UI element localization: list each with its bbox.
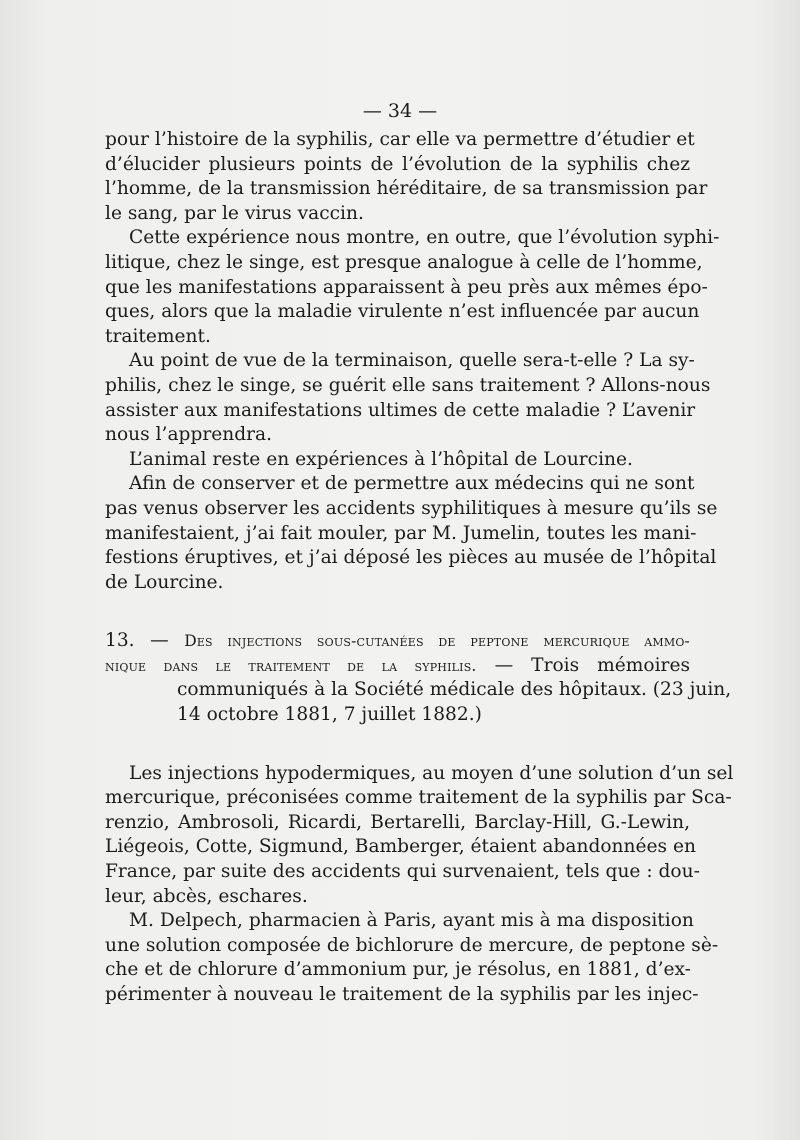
body-text [105,128,734,1008]
text-line: France, par suite des accidents qui survenaient, tels que : dou- [105,861,700,883]
text-line: périmenter à nouveau le traitement de la syphilis par les injec- [105,984,699,1005]
text-line: le sang, par le virus vaccin. [105,202,364,224]
text-line: ques, alors que la maladie virulente n’est influencée par aucun [105,301,700,323]
section-title-cont: nique dans le traitement de la syphilis. [105,656,477,675]
text-line: renzio, Ambrosoli, Ricardi, Bertarelli, Barclay-Hill, G.-Lewin, [105,811,690,833]
text-line: nous l’apprendra. [105,424,272,446]
section-heading-line [105,654,690,679]
text-line: Cette expérience nous montre, en outre, que l’évolution syphi- [129,227,720,249]
paragraph [105,349,711,447]
paragraph [105,448,690,473]
text-line: Les injections hypodermiques, au moyen d’une solution d’un sel [129,762,734,784]
text-line: manifestaient, j’ai fait mouler, par M. Jumelin, toutes les mani- [105,522,697,544]
paragraph [105,762,734,910]
text-line: che et de chlorure d’ammonium pur, je résolus, en 1881, d’ex- [105,959,691,981]
section-heading-line [105,629,690,654]
text-line: M. Delpech, pharmacien à Paris, ayant mis à ma disposition [129,910,694,932]
text-line: l’homme, de la transmission héréditaire, de sa transmission par [105,178,708,200]
text-line: leur, abcès, eschares. [105,885,308,907]
text-line: pas venus observer les accidents syphilitiques à mesure qu’ils se [105,497,718,519]
text-line: Liégeois, Cotte, Sigmund, Bamberger, étaient abandonnées en [105,836,696,858]
text-line: assister aux manifestations ultimes de cette maladie ? L’avenir [105,399,696,421]
text-line: festions éruptives, et j’ai déposé les pièces au musée de l’hôpital [105,547,717,569]
section-number: 13. — [105,630,169,652]
text-line: de Lourcine. [105,571,224,593]
paragraph [105,472,718,595]
text-line: litique, chez le singe, est presque analogue à celle de l’homme, [105,251,703,273]
text-line: 14 octobre 1881, 7 juillet 1882.) [177,704,482,726]
text-line: Afin de conserver et de permettre aux médecins qui ne sont [129,473,695,495]
section-heading [105,629,732,727]
section-reference-block [105,678,732,727]
section-title: Des injections sous-cutanées de peptone mercurique ammo- [184,632,690,651]
section-reference: — Trois mémoires [476,654,690,676]
text-line: philis, chez le singe, se guérit elle sans traitement ? Allons-nous [105,374,711,396]
text-line: L’animal reste en expériences à l’hôpital de Lourcine. [129,448,633,470]
text-line: mercurique, préconisées comme traitement de la syphilis par Sca- [105,787,732,809]
paragraph [105,226,720,349]
text-line: d’élucider plusieurs points de l’évolution de la syphilis chez [105,153,690,175]
text-line: Au point de vue de la terminaison, quelle sera-t-elle ? La sy- [129,350,695,372]
paragraph [105,909,719,1007]
text-line: traitement. [105,325,211,347]
paragraph [105,128,708,226]
text-line: communiqués à la Société médicale des hôpitaux. (23 juin, [177,679,732,701]
text-line: pour l’histoire de la syphilis, car elle va permettre d’étudier et [105,129,695,150]
text-line: que les manifestations apparaissent à peu près aux mêmes épo- [105,276,708,298]
text-line: une solution composée de bichlorure de mercure, de peptone sè- [105,934,719,956]
page-number: — 34 — [362,100,438,122]
